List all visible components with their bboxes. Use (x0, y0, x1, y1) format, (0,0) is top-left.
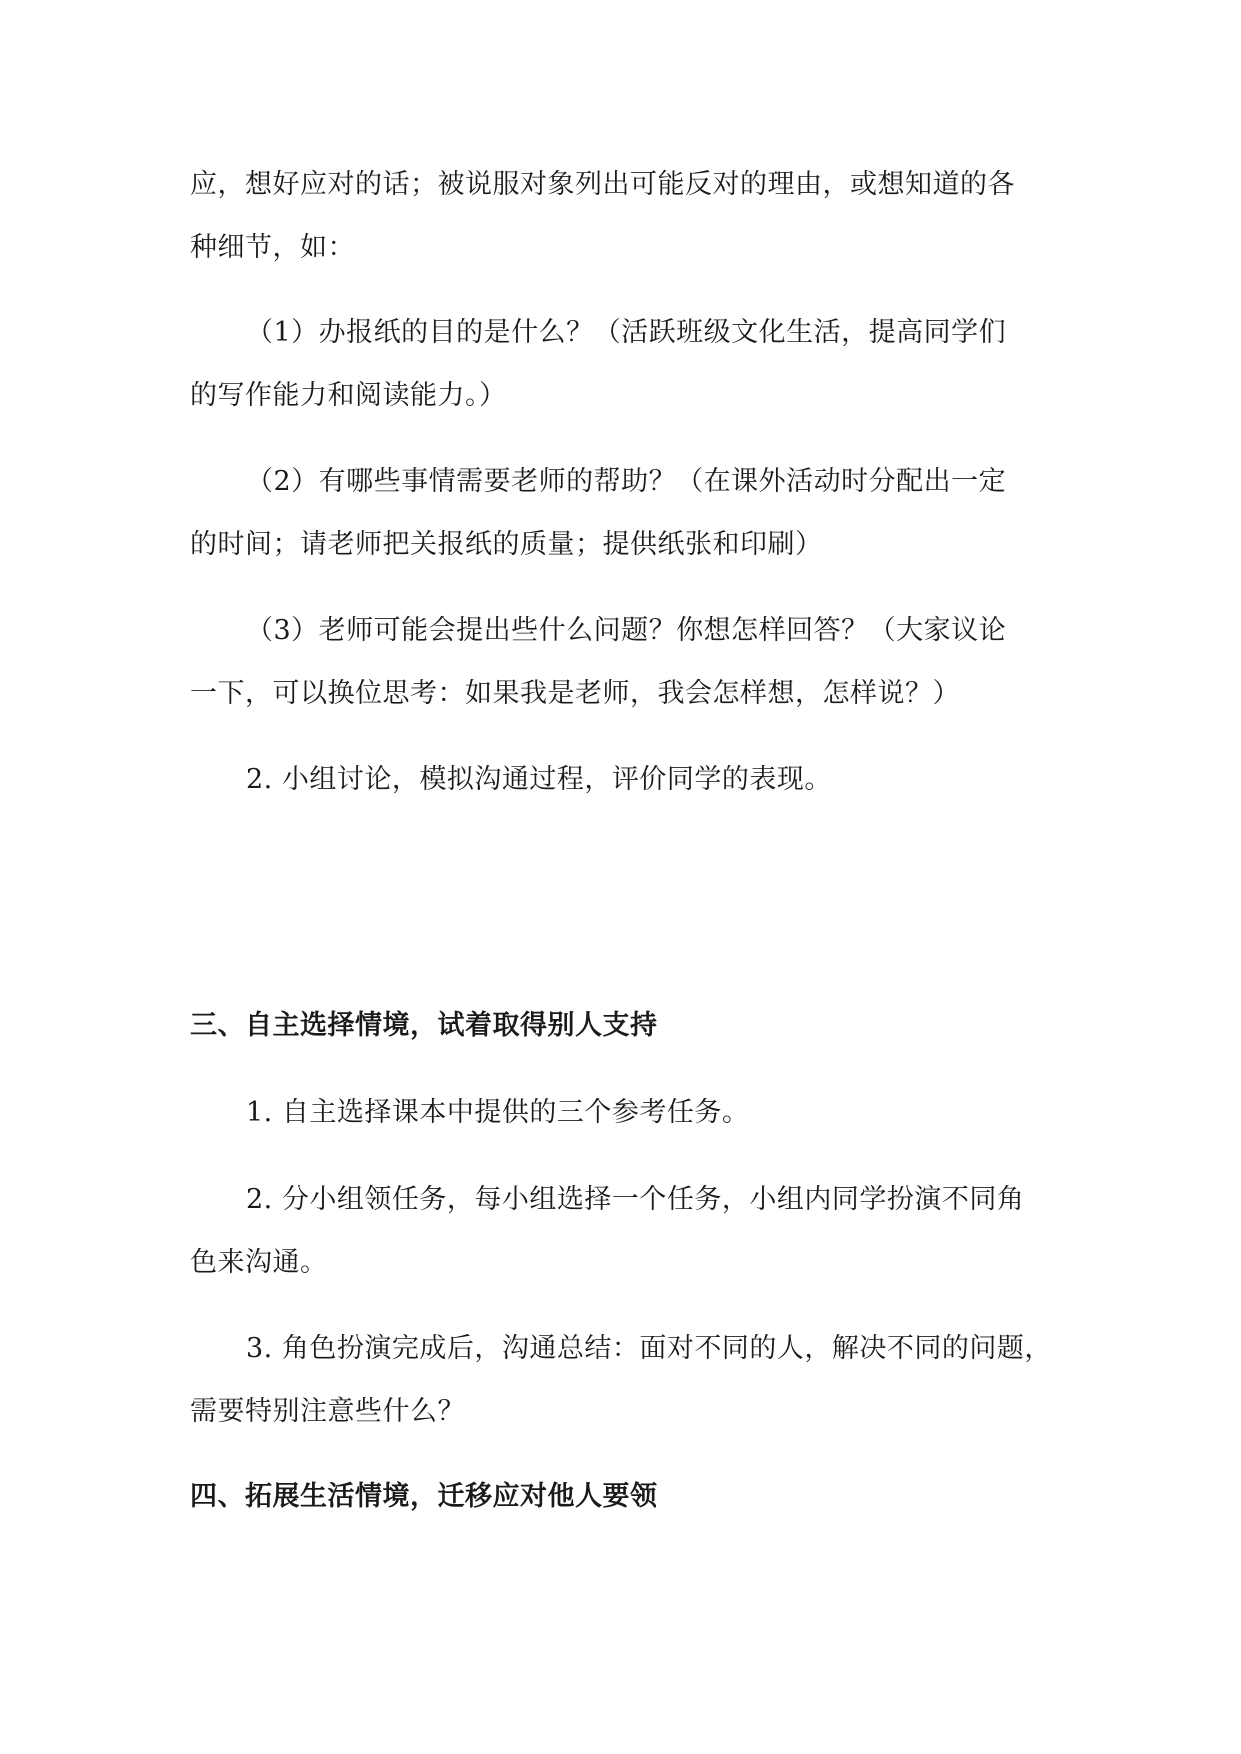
question-3-continuation: 一下，可以换位思考：如果我是老师，我会怎样想，怎样说？） (190, 678, 960, 709)
question-2-line: （2）有哪些事情需要老师的帮助？（在课外活动时分配出一定 (246, 466, 1007, 497)
step-2-line: 2. 小组讨论，模拟沟通过程，评价同学的表现。 (246, 764, 832, 795)
task-2-line: 2. 分小组领任务，每小组选择一个任务，小组内同学扮演不同角 (246, 1184, 1025, 1215)
paragraph-line: 应，想好应对的话；被说服对象列出可能反对的理由，或想知道的各 (190, 169, 1015, 200)
task-3-line: 3. 角色扮演完成后，沟通总结：面对不同的人，解决不同的问题， (246, 1333, 1052, 1364)
task-2-continuation: 色来沟通。 (190, 1247, 328, 1278)
paragraph-line: 种细节，如： (190, 232, 355, 263)
task-3-continuation: 需要特别注意些什么？ (190, 1396, 465, 1427)
question-2-continuation: 的时间；请老师把关报纸的质量；提供纸张和印刷） (190, 529, 823, 560)
task-1-line: 1. 自主选择课本中提供的三个参考任务。 (246, 1097, 750, 1128)
question-1-continuation: 的写作能力和阅读能力。） (190, 380, 507, 411)
question-3-line: （3）老师可能会提出些什么问题？你想怎样回答？（大家议论 (246, 615, 1007, 646)
section-heading-3: 三、自主选择情境，试着取得别人支持 (190, 1010, 658, 1041)
question-1-line: （1）办报纸的目的是什么？（活跃班级文化生活，提高同学们 (246, 317, 1007, 348)
section-heading-4: 四、拓展生活情境，迁移应对他人要领 (190, 1481, 658, 1512)
